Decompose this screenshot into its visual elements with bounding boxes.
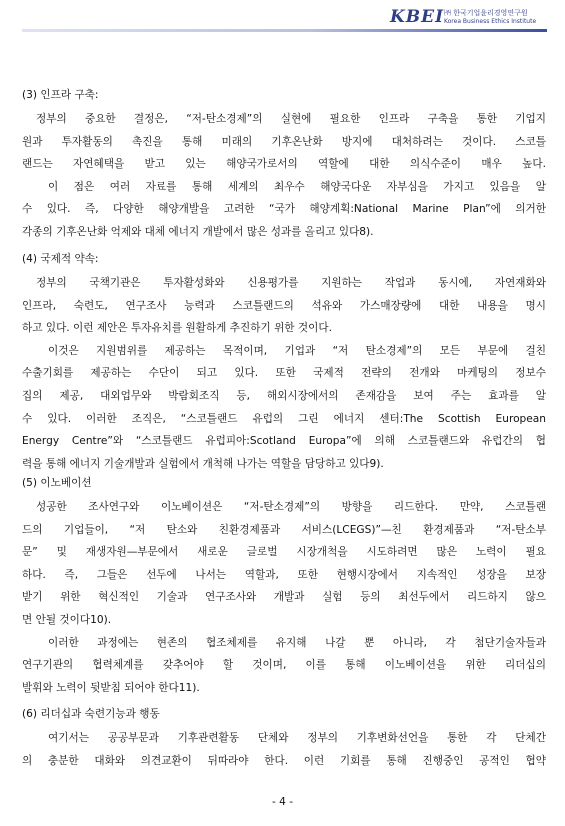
paragraph-line: 연구기관의 협력체계를 갖추어야 할 것이며, 이를 통해 이노베이션을 위한 리더십의: [22, 659, 546, 672]
paragraph-line: 정부의 중요한 결정은, “저-탄소경제”의 실현에 필요한 인프라 구축을 통한 기업지: [36, 113, 546, 125]
section-heading-innovation: (5) 이노베이션: [22, 477, 92, 489]
paragraph-line: 하다. 즉, 그들은 선두에 나서는 역할과, 또한 현행시장에서 지속적인 성장을 보장: [22, 568, 546, 581]
paragraph-line: 력을 통해 에너지 기술개발과 실험에서 개척해 나가는 역할을 담당하고 있다9).: [22, 457, 384, 470]
paragraph-line: 랜드는 자연혜택을 받고 있는 해양국가로서의 역할에 대한 의식수준이 매우 높다.: [22, 158, 546, 171]
paragraph-line: 이 점은 여러 자료를 통해 세계의 최우수 해양국다운 자부심을 가지고 있음을 알: [48, 180, 546, 193]
paragraph-line: 여기서는 공공부문과 기후관련활동 단체와 정부의 기후변화선언을 통한 각 단체간: [48, 732, 546, 744]
logo-mark: KBEI: [390, 7, 445, 27]
paragraph-line: 수출기회를 제공하는 수단이 되고 있다. 또한 국제적 전략의 전개와 마케팅의 정보수: [22, 367, 546, 380]
paragraph-line: 정부의 국책기관은 투자활성화와 신용평가를 지원하는 작업과 동시에, 자연재화와: [36, 277, 546, 289]
paragraph-line: 의 충분한 대화와 의견교환이 뒤따라야 한다. 이런 기회를 통해 진행중인 공적인 협약: [22, 754, 546, 767]
logo-korean-name: ㈜ 한국기업윤리경영연구원: [444, 9, 528, 17]
paragraph-line: 수 있다. 이러한 조직은, “스코틀랜드 유럽의 그린 에너지 센터:The Scottish European: [22, 412, 546, 425]
logo-english-name: Korea Business Ethics Institute: [444, 18, 537, 25]
paragraph-line: 이러한 과정에는 현존의 협조체제를 유지해 나갈 뿐 아니라, 각 첨단기술자들과: [48, 636, 546, 649]
header-rule: [22, 29, 547, 32]
section-body-infrastructure: [22, 108, 546, 244]
kbei-logo: [390, 6, 550, 28]
paragraph-line: 드의 기업들이, “저 탄소와 친환경제품과 서비스(LCEGS)”—친 환경제품과 “저-탄소부: [22, 523, 546, 536]
paragraph-line: 집의 제공, 대외업무와 박람회조직 등, 해외시장에서의 존재감을 보여 주는 효과를 알: [22, 389, 546, 402]
paragraph-line: 면 안될 것이다10).: [22, 613, 112, 626]
section-body-innovation: [22, 496, 546, 699]
paragraph-line: 발휘와 노력이 뒷받침 되어야 한다11).: [22, 681, 200, 694]
section-heading-international-commitment: (4) 국제적 약속:: [22, 253, 99, 265]
paragraph-line: 문” 및 재생자원—부문에서 새로운 글로벌 시장개척을 시도하려면 많은 노력이 필요: [22, 546, 546, 559]
section-heading-infrastructure: (3) 인프라 구축:: [22, 89, 99, 101]
paragraph-line: 하고 있다. 이런 제안은 투자유치를 원활하게 추진하기 위한 것이다.: [22, 322, 332, 335]
paragraph-line: 이것은 지원범위를 제공하는 목적이며, 기업과 “저 탄소경제”의 모든 부문에 걸친: [48, 344, 546, 357]
paragraph-line: Energy Centre”와 “스코틀랜드 유럽피아:Scotland Europa”에 의해 스코틀랜드와 유럽간의 협: [22, 435, 546, 448]
paragraph-line: 받기 위한 혁신적인 기술과 연구조사와 개발과 실험 등의 최선두에서 리드하지 않으: [22, 591, 546, 604]
section-body-leadership: [22, 727, 546, 772]
paragraph-line: 원과 투자활동의 촉진을 통해 미래의 기후온난화 방지에 대처하려는 것이다. 스코틀: [22, 135, 546, 148]
paragraph-line: 수 있다. 즉, 다양한 해양개발을 고려한 “국가 해양계획:National Marine Plan”에 의거한: [22, 203, 546, 216]
paragraph-line: 인프라, 숙련도, 연구조사 능력과 스코틀랜드의 석유와 가스매장량에 대한 내용을 명시: [22, 299, 546, 312]
paragraph-line: 각종의 기후온난화 억제와 대체 에너지 개발에서 많은 성과를 올리고 있다8).: [22, 225, 374, 238]
page-number: - 4 -: [271, 796, 294, 808]
section-body-international-commitment: [22, 272, 546, 475]
section-heading-leadership: (6) 리더십과 숙련기능과 행동: [22, 708, 160, 720]
paragraph-line: 성공한 조사연구와 이노베이션은 “저-탄소경제”의 방향을 리드한다. 만약, 스코틀랜: [36, 501, 546, 513]
